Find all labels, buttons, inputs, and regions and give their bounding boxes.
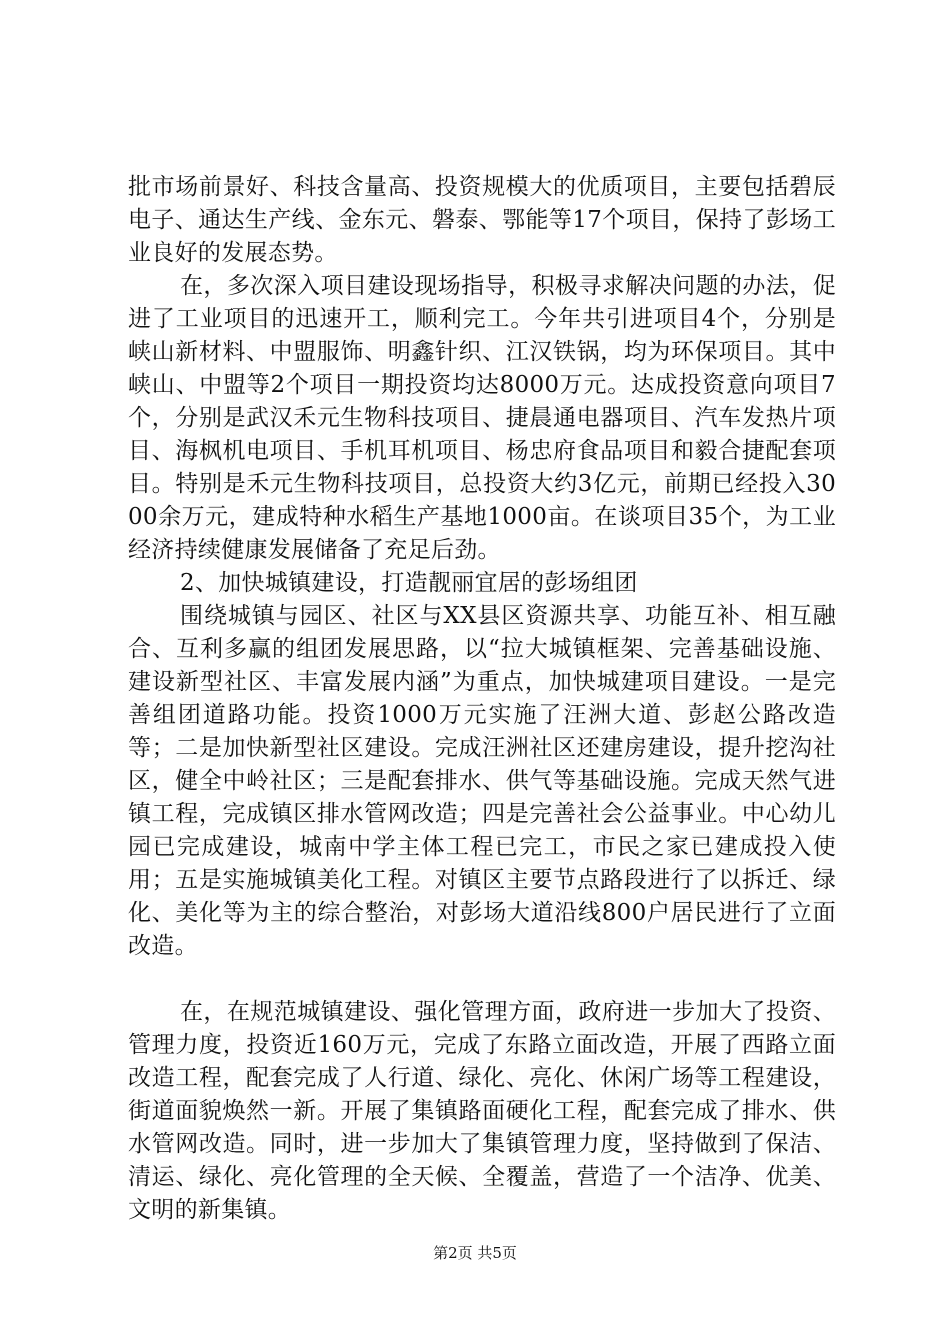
paragraph-town-management: 在，在规范城镇建设、强化管理方面，政府进一步加大了投资、管理力度，投资近160万元，完成了东路立面改造，开展了西路立面改造工程，配套完成了人行道、绿化、亮化、休闲广场等工程建设，街道面貌焕然一新。开展了集镇路面硬化工程，配套完成了排水、供水管网改造。同时，进一步加大了集镇管理力度，坚持做到了保洁、清运、绿化、亮化管理的全天候、全覆盖，营造了一个洁净、优美、文明的新集镇。 xyxy=(128,999,836,1223)
paragraph-continued: 批市场前景好、科技含量高、投资规模大的优质项目，主要包括碧辰电子、通达生产线、金东元、磐泰、鄂能等17个项目，保持了彭场工业良好的发展态势。 xyxy=(128,174,836,266)
paragraph-project-introduction: 在，多次深入项目建设现场指导，积极寻求解决问题的办法，促进了工业项目的迅速开工，顺利完工。今年共引进项目4个，分别是峡山新材料、中盟服饰、明鑫针织、江汉铁锅，均为环保项目。其中峡山、中盟等2个项目一期投资均达8000万元。达成投资意向项目7个，分别是武汉禾元生物科技项目、捷晨通电器项目、汽车发热片项目、海枫机电项目、手机耳机项目、杨忠府食品项目和毅合捷配套项目。特别是禾元生物科技项目，总投资大约3亿元，前期已经投入3000余万元，建成特种水稻生产基地1000亩。在谈项目35个，为工业经济持续健康发展储备了充足后劲。 xyxy=(128,273,836,563)
page-number-footer: 第2页 共5页 xyxy=(433,1244,517,1262)
section-heading-town-construction: 2、加快城镇建设，打造靓丽宜居的彭场组团 xyxy=(180,570,638,596)
document-body xyxy=(128,171,836,1227)
paragraph-town-construction: 围绕城镇与园区、社区与XX县区资源共享、功能互补、相互融合、互利多赢的组团发展思路，以“拉大城镇框架、完善基础设施、建设新型社区、丰富发展内涵”为重点，加快城建项目建设。一是完善组团道路功能。投资1000万元实施了汪洲大道、彭赵公路改造等；二是加快新型社区建设。完成汪洲社区还建房建设，提升挖沟社区，健全中岭社区；三是配套排水、供气等基础设施。完成天然气进镇工程，完成镇区排水管网改造；四是完善社会公益事业。中心幼儿园已完成建设，城南中学主体工程已完工，市民之家已建成投入使用；五是实施城镇美化工程。对镇区主要节点路段进行了以拆迁、绿化、美化等为主的综合整治，对彭场大道沿线800户居民进行了立面改造。 xyxy=(128,603,836,959)
